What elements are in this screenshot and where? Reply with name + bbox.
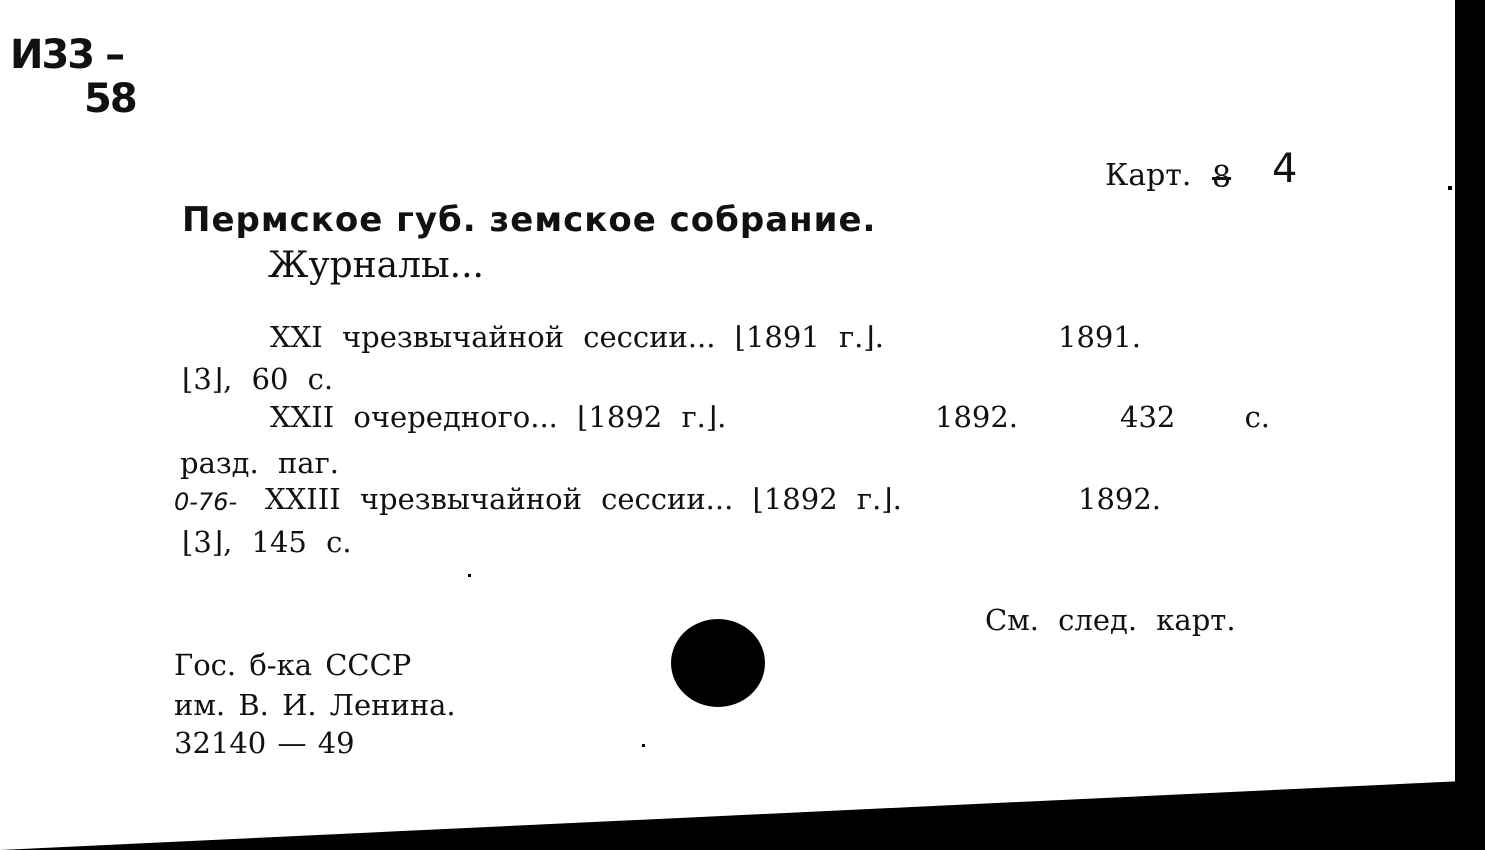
entry-2-pages: 432 с. bbox=[1120, 400, 1271, 434]
card-heading: Пермское губ. земское собрание. bbox=[182, 200, 877, 240]
scan-speck bbox=[642, 744, 645, 747]
entry-2-year: 1892. bbox=[935, 400, 1019, 434]
catalog-number-line1: И33 – bbox=[10, 32, 124, 78]
entry-3-title: XXIII чрезвычайной сессии... ⌊1892 г.⌋. bbox=[265, 482, 902, 516]
scan-border-bottom bbox=[0, 780, 1485, 850]
entry-1-year: 1891. bbox=[1058, 320, 1142, 354]
entry-2-pagination: разд. паг. bbox=[180, 446, 339, 480]
scan-border-right bbox=[1455, 0, 1485, 850]
scan-speck bbox=[1448, 186, 1452, 190]
card-number-struck: 8 bbox=[1212, 160, 1232, 195]
entry-1-pagination: ⌊3⌋, 60 с. bbox=[182, 362, 334, 396]
card-number-handwritten: 4 bbox=[1272, 146, 1296, 192]
entry-3-handwritten-prefix: 0-76- bbox=[174, 488, 238, 516]
library-line1: Гос. б-ка СССР bbox=[174, 648, 412, 682]
entry-1-title: XXI чрезвычайной сессии... ⌊1891 г.⌋. bbox=[270, 320, 884, 354]
card-label: Карт. bbox=[1105, 158, 1192, 193]
punch-hole bbox=[671, 619, 765, 707]
library-line2: им. В. И. Ленина. bbox=[174, 688, 456, 722]
card-subheading: Журналы... bbox=[268, 245, 484, 286]
library-line3: 32140 — 49 bbox=[174, 726, 355, 760]
entry-3-year: 1892. bbox=[1078, 482, 1162, 516]
scan-speck bbox=[468, 574, 471, 577]
entry-2-title: XXII очередного... ⌊1892 г.⌋. bbox=[270, 400, 727, 434]
see-next-card: См. след. карт. bbox=[985, 603, 1236, 637]
entry-3-pagination: ⌊3⌋, 145 с. bbox=[182, 525, 352, 559]
catalog-number-line2: 58 bbox=[84, 76, 136, 122]
